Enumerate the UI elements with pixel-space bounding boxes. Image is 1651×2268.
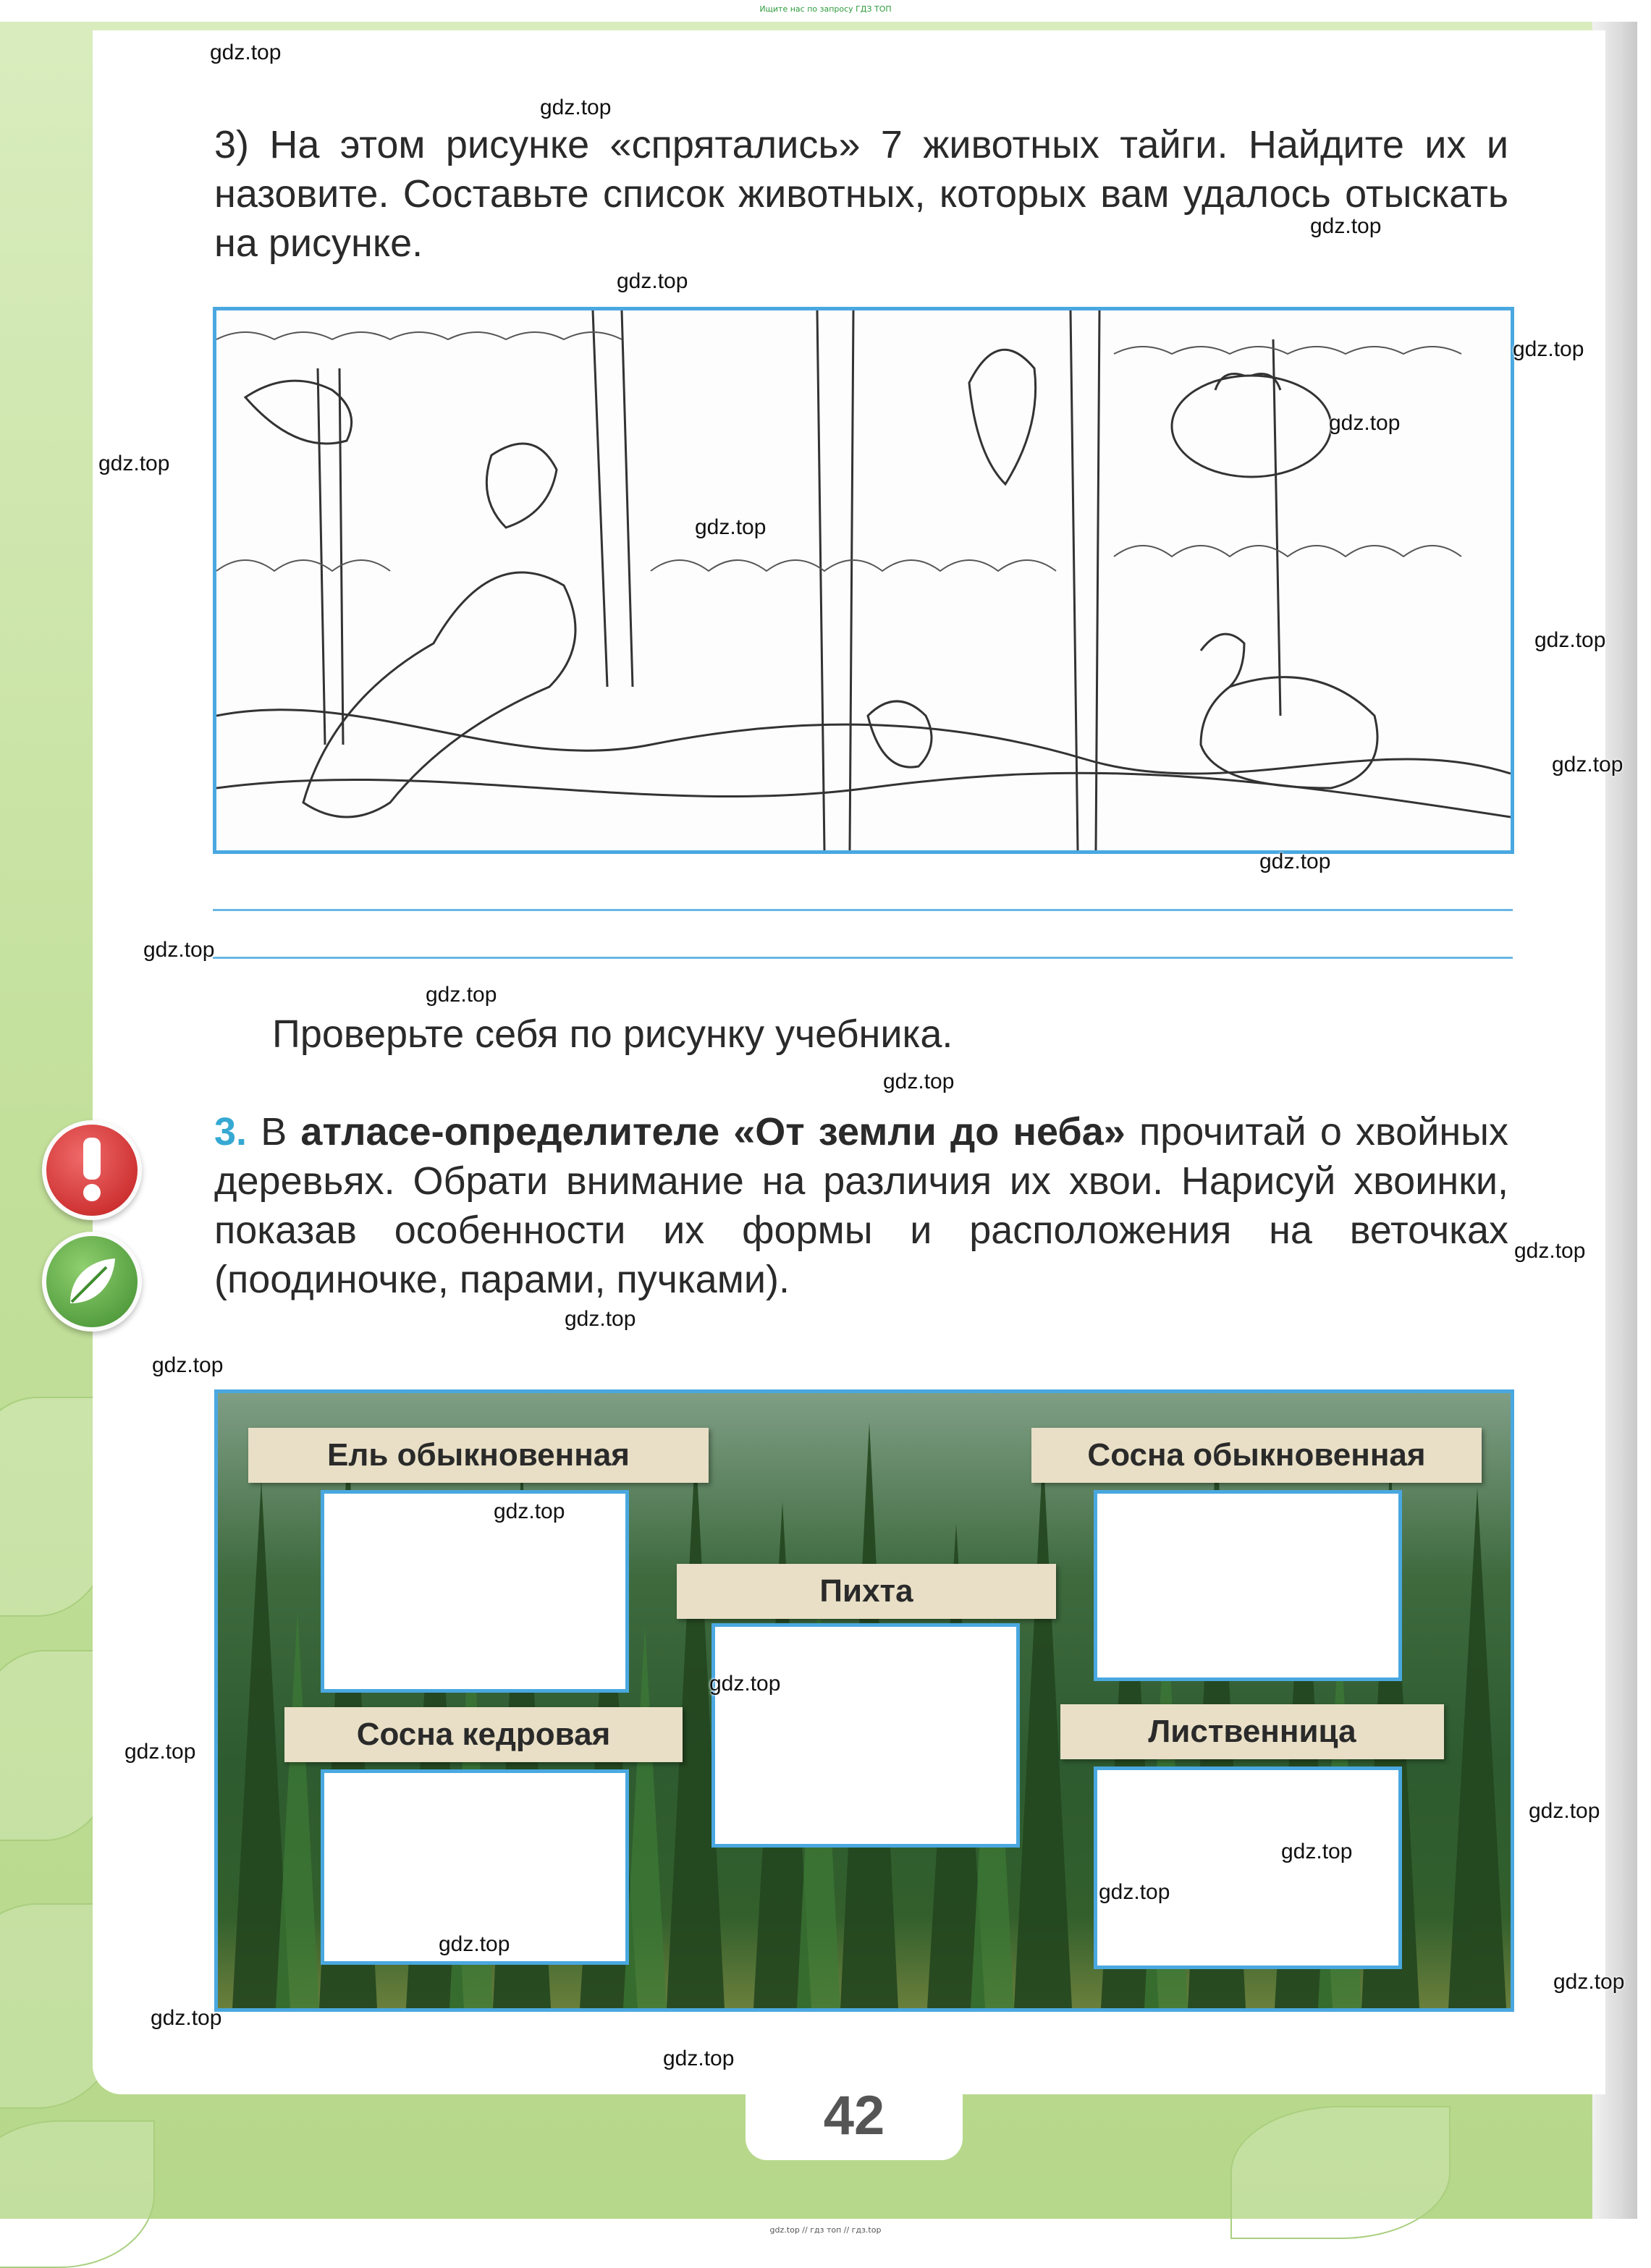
watermark: gdz.top xyxy=(1099,1880,1170,1904)
drawing-box-el[interactable] xyxy=(321,1490,629,1693)
watermark: gdz.top xyxy=(565,1307,636,1331)
check-yourself-text: Проверьте себя по рисунку учебника. xyxy=(272,1012,953,1056)
watermark: gdz.top xyxy=(143,938,215,962)
watermark: gdz.top xyxy=(1553,1970,1625,1994)
exercise-number: 3. xyxy=(214,1110,248,1154)
watermark: gdz.top xyxy=(617,269,688,293)
watermark: gdz.top xyxy=(152,1353,224,1377)
watermark: gdz.top xyxy=(540,96,612,119)
label-sosna-obyknovennaya: Сосна обыкновенная xyxy=(1031,1428,1482,1483)
taiga-hidden-animals-picture xyxy=(213,307,1514,854)
watermark: gdz.top xyxy=(124,1740,196,1764)
atlas-title: атласе-определителе «От земли до неба» xyxy=(300,1110,1126,1154)
watermark: gdz.top xyxy=(1259,850,1331,873)
watermark: gdz.top xyxy=(1514,1239,1586,1263)
drawing-box-sosna[interactable] xyxy=(1094,1490,1402,1681)
watermark: gdz.top xyxy=(1310,214,1382,238)
alert-icon xyxy=(42,1120,142,1220)
watermark: gdz.top xyxy=(1329,411,1401,435)
bottom-banner: gdz.top // гдз топ // гдз.top xyxy=(769,2225,882,2235)
answer-line-2[interactable] xyxy=(213,957,1513,959)
page-number: 42 xyxy=(823,2085,885,2146)
watermark: gdz.top xyxy=(439,1932,510,1956)
leaf-decoration xyxy=(1230,2106,1451,2239)
exercise-3-text xyxy=(214,1107,1508,1304)
exercise-instructions: прочитай о хвойных деревьях. Обрати внимание на различия их хвои. Нарисуй хвоинки, показав особенности их формы и расположения на веточках (поодиночке, парами, пучками). xyxy=(214,1110,1508,1301)
watermark: gdz.top xyxy=(210,41,282,64)
watermark: gdz.top xyxy=(1529,1799,1600,1823)
watermark: gdz.top xyxy=(98,452,170,475)
top-banner: Ищите нас по запросу ГДЗ ТОП xyxy=(759,4,892,14)
exclamation-glyph xyxy=(77,1138,106,1203)
watermark: gdz.top xyxy=(709,1672,781,1696)
watermark: gdz.top xyxy=(663,2047,735,2070)
exercise-lead: В xyxy=(261,1110,287,1154)
watermark: gdz.top xyxy=(1534,628,1606,652)
taiga-line-drawing xyxy=(216,310,1511,850)
drawing-box-listvennitsa[interactable] xyxy=(1094,1766,1402,1969)
watermark: gdz.top xyxy=(695,515,767,539)
leaf-glyph xyxy=(63,1253,121,1311)
answer-line-1[interactable] xyxy=(213,909,1513,911)
leaf-decoration xyxy=(0,2120,155,2268)
watermark: gdz.top xyxy=(883,1070,955,1093)
label-el-obyknovennaya: Ель обыкновенная xyxy=(248,1428,709,1483)
watermark: gdz.top xyxy=(1281,1840,1353,1863)
label-listvennitsa: Лиственница xyxy=(1060,1704,1444,1759)
label-pikhta: Пихта xyxy=(677,1564,1056,1619)
watermark: gdz.top xyxy=(494,1499,565,1523)
label-sosna-kedrovaya: Сосна кедровая xyxy=(284,1707,683,1762)
leaf-icon xyxy=(42,1232,142,1332)
watermark: gdz.top xyxy=(151,2006,222,2030)
watermark: gdz.top xyxy=(1552,753,1623,777)
watermark: gdz.top xyxy=(426,983,497,1007)
conifer-forest-photo xyxy=(214,1389,1514,2012)
drawing-box-pikhta[interactable] xyxy=(712,1623,1020,1848)
task-3-text: 3) На этом рисунке «спрятались» 7 животных тайги. Найдите их и назовите. Составьте список животных, которых вам удалось отыскать на рисунке. xyxy=(214,123,1508,265)
watermark: gdz.top xyxy=(1513,337,1584,361)
